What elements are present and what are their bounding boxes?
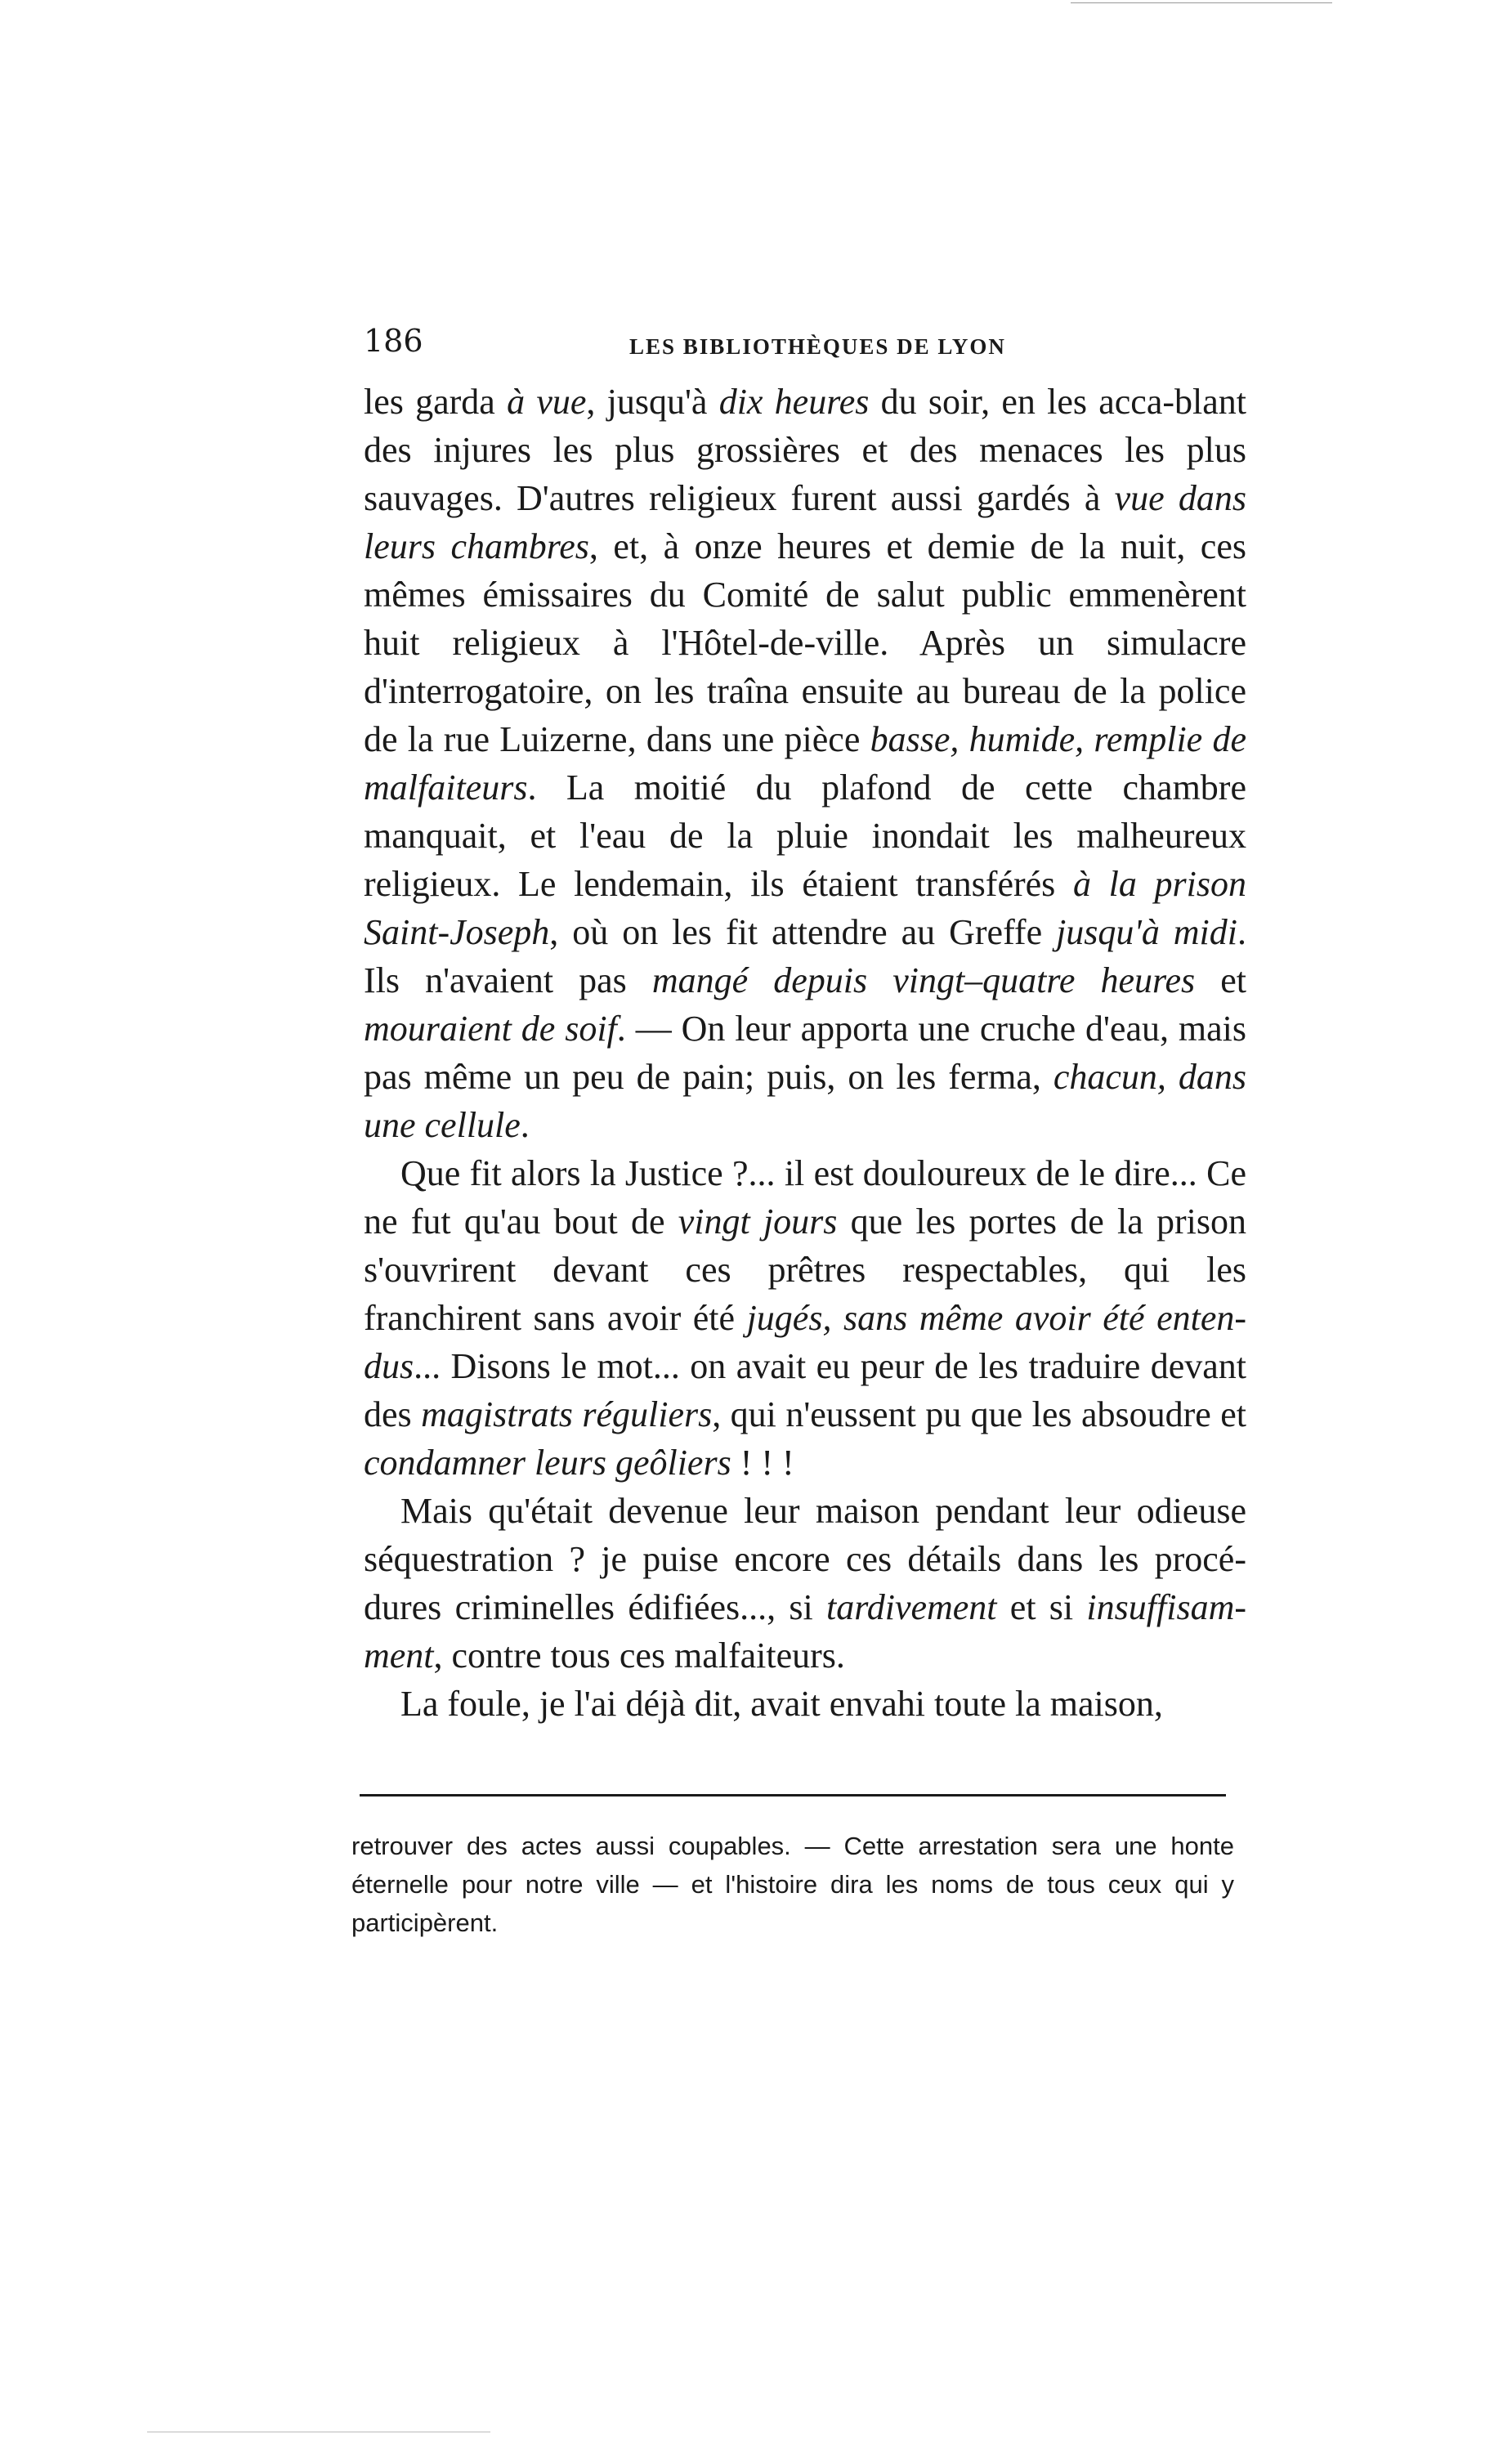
- paragraph: [364, 378, 1246, 1149]
- text-run: . — On leur apporta une cruche d'eau, mais pas même un peu de pain; puis, on les ferma,: [364, 1009, 1246, 1097]
- italic-text: mouraient de soif: [364, 1009, 617, 1049]
- paragraph: [364, 1487, 1246, 1680]
- running-head: LES BIBLIOTHÈQUES DE LYON: [629, 334, 1006, 359]
- text-run: que les portes de la prison s'ouvrirent devant ces prêtres respectables, qui les franchirent sans avoir été: [364, 1201, 1247, 1338]
- text-run: et si: [996, 1587, 1087, 1627]
- text-run: , où on les fit attendre au Greffe: [549, 912, 1057, 952]
- italic-text: magistrats réguliers: [421, 1394, 713, 1434]
- italic-text: dix heures: [718, 382, 870, 422]
- footnote: retrouver des actes aussi coupables. — Cette arrestation sera une honte éternelle pour notre ville — et l'histoire dira les noms de tous ceux qui y participèrent.: [351, 1832, 1234, 1937]
- text-run: , et, à onze heures et demie de la nuit, ces mêmes émissaires du Comité de salut public emmenèrent huit religieux à l'Hôtel-de-ville. Après un simulacre d'interrogatoire, on les traîna ensuite au bureau de la police de la rue Luizerne, dans une pièce: [364, 526, 1246, 759]
- text-run: . Ils n'avaient pas: [364, 912, 1246, 1000]
- page-header: [364, 323, 1263, 364]
- text-run: Mais qu'était devenue leur maison pendant leur odieuse séquestration ? je puise encore ces détails dans les procé-dures criminelles édifiées..., si: [364, 1491, 1246, 1627]
- italic-text: condamner leurs geôliers: [364, 1443, 731, 1483]
- text-run: , jusqu'à: [586, 382, 719, 422]
- text-run: ... Disons le mot... on avait eu peur de les traduire devant des: [364, 1346, 1246, 1434]
- text-run: Que fit alors la Justice ?... il est douloureux de le dire... Ce ne fut qu'au bout de: [364, 1153, 1246, 1242]
- text-run: les garda: [364, 382, 508, 422]
- text-run: et: [1195, 960, 1247, 1000]
- italic-text: vue dans leurs chambres: [364, 478, 1246, 566]
- text-run: du soir, en les acca-blant des injures les plus grossières et des menaces les plus sauvages. D'autres religieux furent aussi gardés à: [364, 382, 1246, 518]
- italic-text: mangé depuis vingt–quatre heures: [651, 960, 1196, 1000]
- text-run: La foule, je l'ai déjà dit, avait envahi toute la maison,: [400, 1684, 1163, 1724]
- italic-text: à vue: [507, 382, 587, 422]
- italic-text: à la prison Saint-Joseph: [364, 864, 1246, 952]
- text-run: ! ! !: [731, 1443, 794, 1483]
- body-text: [364, 378, 1246, 1728]
- italic-text: jugés, sans même avoir été enten-dus: [364, 1298, 1247, 1386]
- italic-text: basse, humide, remplie de malfaiteurs: [364, 719, 1246, 808]
- text-run: .: [520, 1105, 530, 1145]
- italic-text: chacun, dans une cellule: [364, 1057, 1246, 1145]
- italic-text: jusqu'à midi: [1056, 912, 1237, 952]
- italic-text: tardivement: [826, 1587, 997, 1627]
- paragraph: [364, 1149, 1246, 1487]
- text-run: . La moitié du plafond de cette chambre manquait, et l'eau de la pluie inondait les malheureux religieux. Le lendemain, ils étaient transférés: [364, 767, 1246, 904]
- scan-artifact: [1071, 2, 1332, 3]
- paragraph: [364, 1680, 1246, 1728]
- italic-text: vingt jours: [678, 1201, 838, 1242]
- footnote-divider: [360, 1794, 1226, 1796]
- text-run: , contre tous ces malfaiteurs.: [433, 1635, 845, 1676]
- page-number: 186: [364, 323, 423, 359]
- text-run: , qui n'eussent pu que les absoudre et: [712, 1394, 1246, 1434]
- italic-text: insuffisam-ment: [364, 1587, 1246, 1676]
